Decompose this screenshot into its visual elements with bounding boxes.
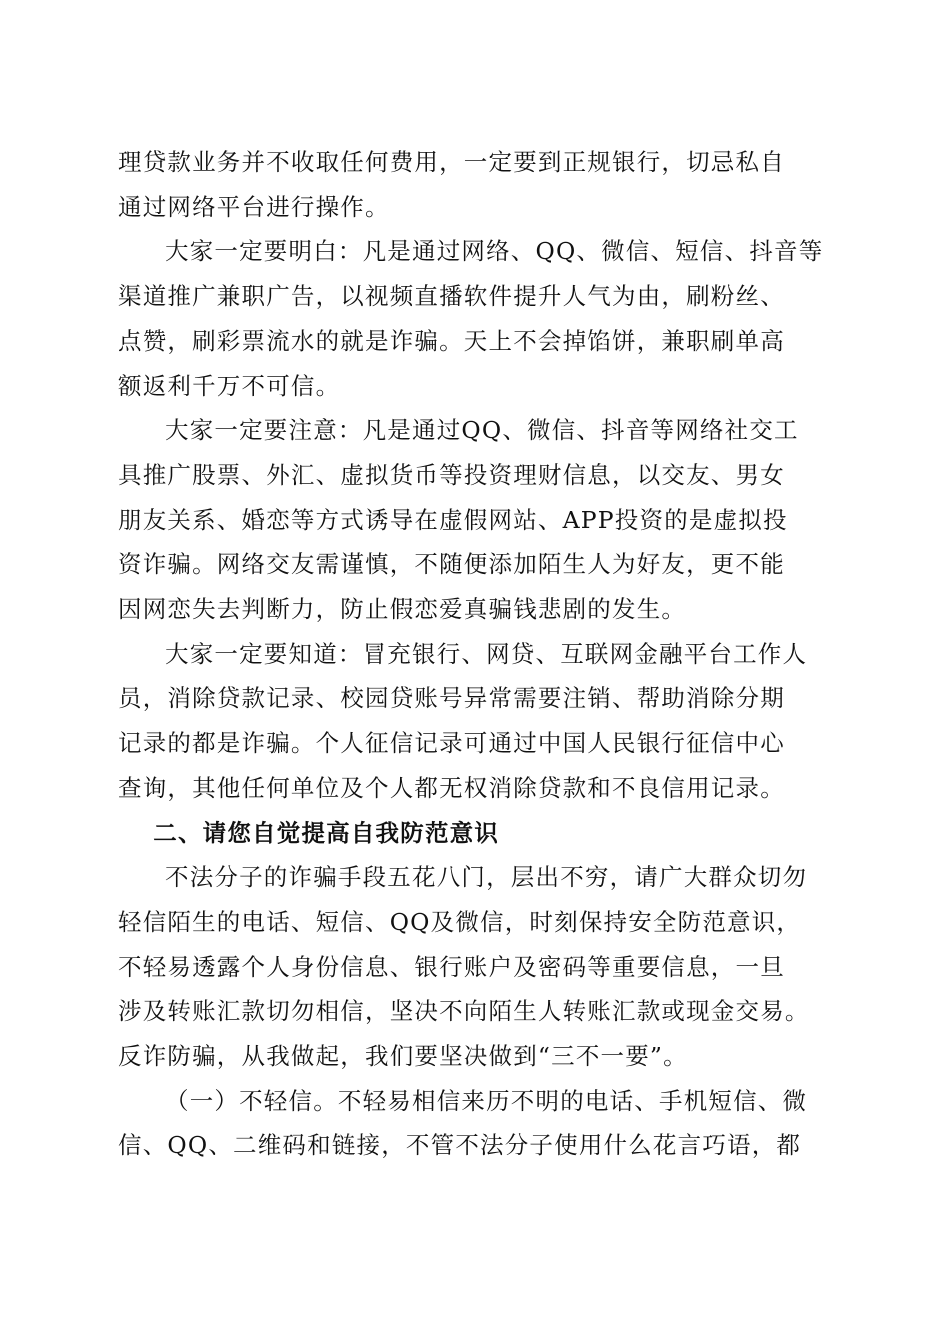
- text-line: 查询，其他任何单位及个人都无权消除贷款和不良信用记录。: [118, 773, 785, 802]
- paragraph-loan-fees: [118, 140, 834, 229]
- paragraph-investment-scam: [118, 408, 834, 632]
- text-line: 员，消除贷款记录、校园贷账号异常需要注销、帮助消除分期: [118, 684, 785, 713]
- text-line: 资诈骗。网络交友需谨慎，不随便添加陌生人为好友，更不能: [118, 550, 785, 579]
- document-body: [118, 140, 834, 1168]
- text-line: 大家一定要明白：凡是通过网络、QQ、微信、短信、抖音等: [165, 237, 824, 266]
- text-line: 不轻易透露个人身份信息、银行账户及密码等重要信息，一旦: [118, 952, 785, 981]
- text-line: 渠道推广兼职广告，以视频直播软件提升人气为由，刷粉丝、: [118, 282, 785, 311]
- text-line: 理贷款业务并不收取任何费用，一定要到正规银行，切忌私自: [118, 148, 785, 176]
- paragraph-part-time-scam: [118, 229, 834, 408]
- text-line: 反诈防骗，从我做起，我们要坚决做到“三不一要”。: [118, 1042, 688, 1071]
- text-line: 信、QQ、二维码和链接，不管不法分子使用什么花言巧语，都: [118, 1131, 802, 1160]
- paragraph-prevention-awareness: [118, 855, 834, 1079]
- text-line: 记录的都是诈骗。个人征信记录可通过中国人民银行征信中心: [118, 729, 785, 758]
- text-line: 不法分子的诈骗手段五花八门，层出不穷，请广大群众切勿: [165, 863, 808, 892]
- text-line: 额返利千万不可信。: [118, 371, 341, 400]
- heading-text: 二、请您自觉提高自我防范意识: [153, 818, 500, 847]
- section-heading: [118, 811, 834, 856]
- text-line: （一）不轻信。不轻易相信来历不明的电话、手机短信、微: [165, 1086, 808, 1115]
- text-line: 朋友关系、婚恋等方式诱导在虚假网站、APP投资的是虚拟投: [118, 505, 788, 534]
- text-line: 大家一定要知道：冒充银行、网贷、互联网金融平台工作人: [165, 639, 808, 668]
- paragraph-credit-record-scam: [118, 632, 834, 811]
- text-line: 涉及转账汇款切勿相信，坚决不向陌生人转账汇款或现金交易。: [118, 997, 810, 1026]
- text-line: 大家一定要注意：凡是通过QQ、微信、抖音等网络社交工: [165, 416, 799, 445]
- paragraph-do-not-believe: [118, 1079, 834, 1168]
- text-line: 具推广股票、外汇、虚拟货币等投资理财信息，以交友、男女: [118, 460, 785, 489]
- text-line: 点赞，刷彩票流水的就是诈骗。天上不会掉馅饼，兼职刷单高: [118, 326, 785, 355]
- text-line: 轻信陌生的电话、短信、QQ及微信，时刻保持安全防范意识，: [118, 907, 802, 936]
- text-line: 因网恋失去判断力，防止假恋爱真骗钱悲剧的发生。: [118, 595, 687, 624]
- text-line: 通过网络平台进行操作。: [118, 192, 390, 221]
